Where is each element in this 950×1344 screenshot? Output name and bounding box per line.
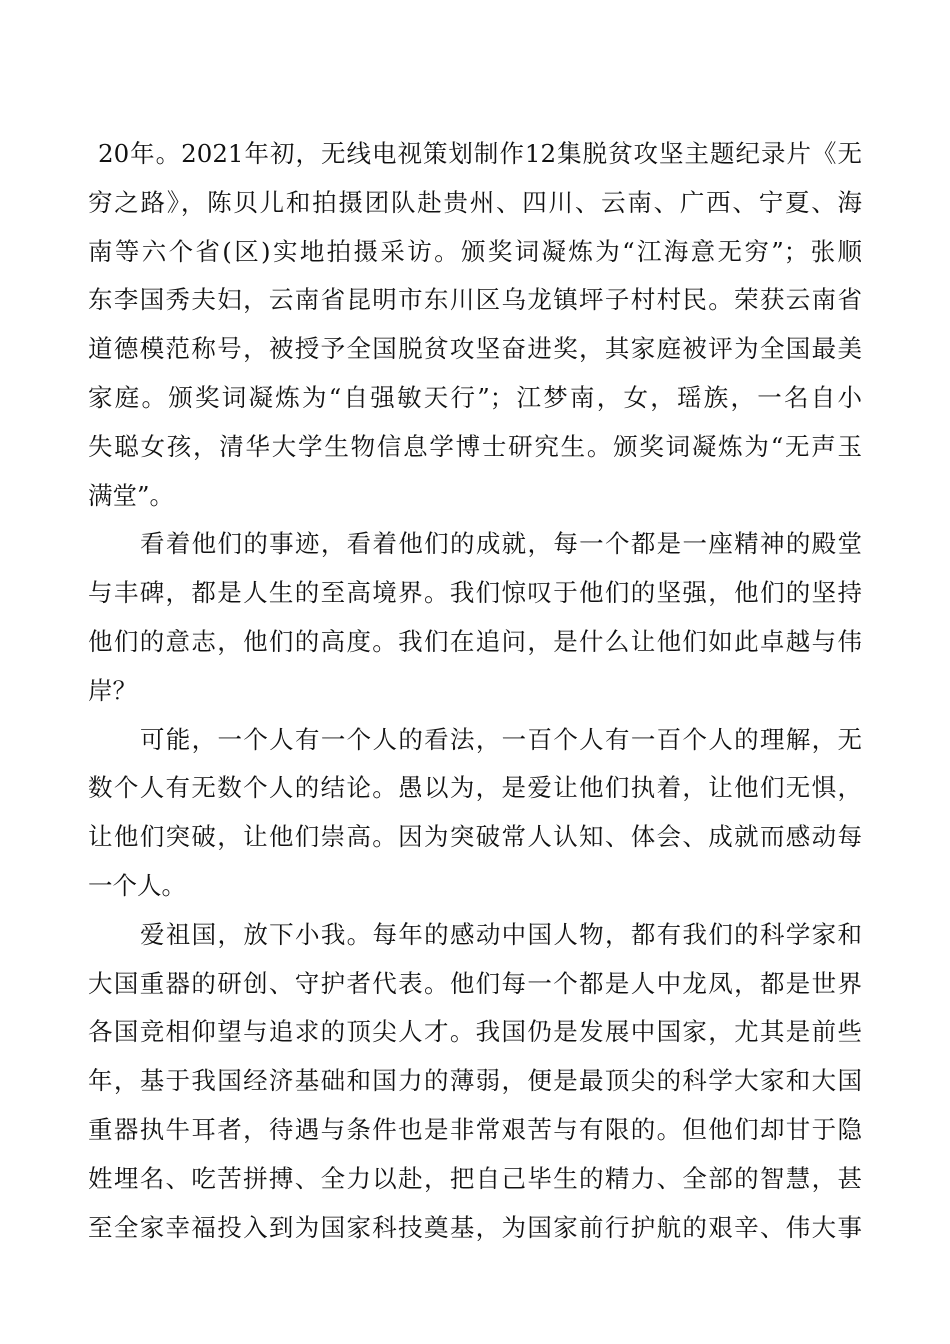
text-line: 各国竞相仰望与追求的顶尖人才。我国仍是发展中国家，尤其是前些 — [88, 1017, 862, 1047]
text-line: 爱祖国，放下小我。每年的感动中国人物，都有我们的科学家和 — [140, 919, 862, 949]
text-line: 满堂”。 — [88, 480, 175, 510]
paragraph-2 — [88, 520, 862, 715]
text-line: 一个人。 — [88, 870, 186, 900]
text-line: 东李国秀夫妇，云南省昆明市东川区乌龙镇坪子村村民。荣获云南省 — [88, 285, 862, 315]
text-line: 穷之路》，陈贝儿和拍摄团队赴贵州、四川、云南、广西、宁夏、海 — [88, 187, 862, 217]
paragraph-3 — [88, 716, 862, 911]
text-line: 道德模范称号，被授予全国脱贫攻坚奋进奖，其家庭被评为全国最美 — [88, 334, 862, 364]
text-line: 让他们突破，让他们崇高。因为突破常人认知、体会、成就而感动每 — [88, 822, 862, 852]
paragraph-1 — [88, 130, 862, 520]
paragraph-4 — [88, 911, 862, 1253]
text-line: 看着他们的事迹，看着他们的成就，每一个都是一座精神的殿堂 — [140, 529, 862, 559]
text-line: 失聪女孩，清华大学生物信息学博士研究生。颁奖词凝炼为“无声玉 — [88, 431, 862, 461]
text-line: 重器执牛耳者，待遇与条件也是非常艰苦与有限的。但他们却甘于隐 — [88, 1114, 862, 1144]
text-line: 20年。2021年初，无线电视策划制作12集脱贫攻坚主题纪录片《无 — [98, 139, 862, 168]
text-line: 数个人有无数个人的结论。愚以为，是爱让他们执着，让他们无惧， — [88, 773, 862, 803]
text-line: 至全家幸福投入到为国家科技奠基，为国家前行护航的艰辛、伟大事 — [88, 1212, 862, 1242]
text-line: 南等六个省(区)实地拍摄采访。颁奖词凝炼为“江海意无穷”；张顺 — [88, 236, 862, 266]
text-line: 岸？ — [88, 675, 137, 705]
text-line: 可能，一个人有一个人的看法，一百个人有一百个人的理解，无 — [140, 724, 862, 754]
text-line: 大国重器的研创、守护者代表。他们每一个都是人中龙凤，都是世界 — [88, 968, 862, 998]
document-body — [88, 130, 862, 1252]
text-line: 家庭。颁奖词凝炼为“自强敏天行”；江梦南，女，瑶族，一名自小 — [88, 382, 862, 412]
text-line: 与丰碑，都是人生的至高境界。我们惊叹于他们的坚强，他们的坚持 — [88, 578, 862, 608]
text-line: 他们的意志，他们的高度。我们在追问，是什么让他们如此卓越与伟 — [88, 626, 862, 656]
text-line: 年，基于我国经济基础和国力的薄弱，便是最顶尖的科学大家和大国 — [88, 1066, 862, 1096]
text-line: 姓埋名、吃苦拼搏、全力以赴，把自己毕生的精力、全部的智慧，甚 — [88, 1163, 862, 1193]
